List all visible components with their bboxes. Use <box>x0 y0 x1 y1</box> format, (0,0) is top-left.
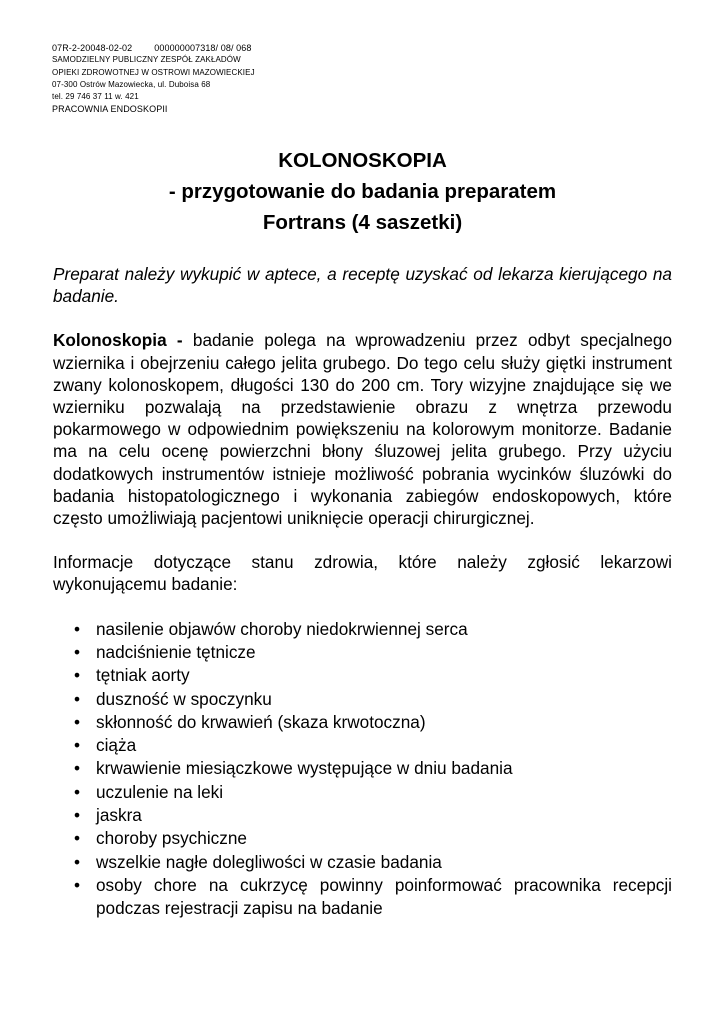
list-item-text: jaskra <box>96 805 142 826</box>
list-item <box>53 804 672 827</box>
list-item-text: osoby chore na cukrzycę powinny poinformować pracownika recepcji podczas rejestracji zapisu na badanie <box>96 874 672 919</box>
health-info-intro: Informacje dotyczące stanu zdrowia, które należy zgłosić lekarzowi wykonującemu badanie: <box>53 552 672 595</box>
list-item-text: nadciśnienie tętnicze <box>96 641 256 662</box>
list-item-text: skłonność do krwawień (skaza krwotoczna) <box>96 711 426 732</box>
bullet-icon: • <box>74 851 81 872</box>
health-conditions-list <box>53 618 672 921</box>
list-item-text: wszelkie nagłe dolegliwości w czasie badania <box>96 851 442 872</box>
document-number: 000000007318/ 08/ 068 <box>154 43 252 53</box>
list-item <box>53 851 672 874</box>
document-code: 07R-2-20048-02-02 <box>52 43 133 53</box>
document-title <box>0 145 725 238</box>
institution-address: 07-300 Ostrów Mazowiecka, ul. Duboisa 68 <box>52 79 211 89</box>
bullet-icon: • <box>74 735 81 756</box>
prescription-note: Preparat należy wykupić w aptece, a receptę uzyskać od lekarza kierującego na badanie. <box>53 264 672 307</box>
bullet-icon: • <box>74 781 81 802</box>
list-item <box>53 641 672 664</box>
document-body <box>53 263 672 921</box>
list-item <box>53 827 672 850</box>
list-item-text: uczulenie na leki <box>96 781 224 802</box>
list-item <box>53 734 672 757</box>
list-item-text: ciąża <box>96 735 137 756</box>
list-item <box>53 781 672 804</box>
list-item <box>53 757 672 780</box>
institution-name-line2: OPIEKI ZDROWOTNEJ W OSTROWI MAZOWIECKIEJ <box>52 67 255 77</box>
procedure-description-text: badanie polega na wprowadzeniu przez odbyt specjalnego wziernika i obejrzeniu całego jelita grubego. Do tego celu służy giętki instrument zwany kolonoskopem, długości 130 do 200 cm. Tory wizyjne znajdujące się we wzierniku pozwalają na przedstawienie obrazu z wnętrza przewodu pokarmowego w odpowiednim powiększeniu na kolorowym monitorze. Badanie ma na celu ocenę powierzchni błony śluzowej jelita grubego. Przy użyciu dodatkowych instrumentów istnieje możliwość pobrania wycinków śluzówki do badania histopatologicznego i wykonania zabiegów endoskopowych, które często umożliwiają pacjentowi uniknięcie operacji chirurgicznej. <box>53 330 673 529</box>
bullet-icon: • <box>74 711 81 732</box>
bullet-icon: • <box>74 618 81 639</box>
list-item-text: nasilenie objawów choroby niedokrwiennej serca <box>96 618 468 639</box>
bullet-icon: • <box>74 665 81 686</box>
procedure-term: Kolonoskopia - <box>53 330 183 351</box>
title-line-1: KOLONOSKOPIA <box>278 149 447 172</box>
institution-header <box>52 42 255 116</box>
bullet-icon: • <box>74 688 81 709</box>
list-item <box>53 711 672 734</box>
institution-phone: tel. 29 746 37 11 w. 421 <box>52 92 139 102</box>
list-item-text: choroby psychiczne <box>96 828 247 849</box>
title-line-3: Fortrans (4 saszetki) <box>262 211 463 234</box>
list-item-text: duszność w spoczynku <box>96 688 272 709</box>
bullet-icon: • <box>74 874 81 895</box>
bullet-icon: • <box>74 828 81 849</box>
procedure-description <box>53 329 672 529</box>
list-item <box>53 874 672 921</box>
title-line-2: - przygotowanie do badania preparatem <box>168 180 557 203</box>
bullet-icon: • <box>74 758 81 779</box>
list-item-text: tętniak aorty <box>96 665 190 686</box>
list-item-text: krwawienie miesiączkowe występujące w dniu badania <box>96 758 513 779</box>
institution-name-line1: SAMODZIELNY PUBLICZNY ZESPÓŁ ZAKŁADÓW <box>52 55 241 65</box>
list-item <box>53 664 672 687</box>
department-name: PRACOWNIA ENDOSKOPII <box>52 104 168 115</box>
bullet-icon: • <box>74 641 81 662</box>
bullet-icon: • <box>74 805 81 826</box>
list-item <box>53 688 672 711</box>
list-item <box>53 618 672 641</box>
document-codes <box>52 42 255 54</box>
